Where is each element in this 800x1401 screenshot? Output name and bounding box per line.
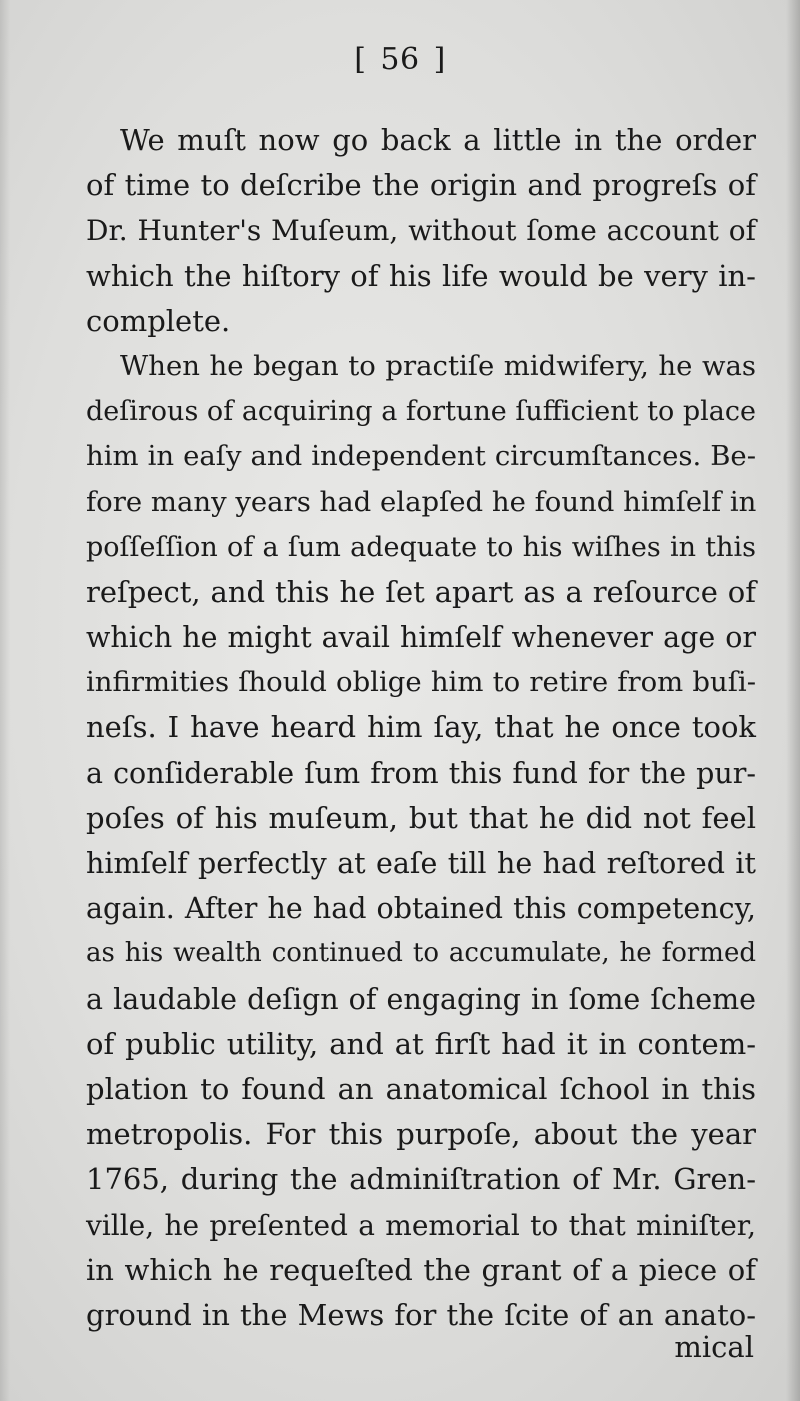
text-line: reſpect, and this he ſet apart as a reſource of	[86, 574, 756, 609]
text-line: Dr. Hunter's Muſeum, without ſome account of	[86, 214, 756, 248]
page-number: 56	[380, 42, 420, 77]
text-line: himſelf perfectly at eaſe till he had reſtored it	[86, 847, 756, 880]
text-line: infirmities ſhould oblige him to retire from buſi-	[86, 666, 756, 699]
text-line: of time to deſcribe the origin and progreſs of	[86, 168, 756, 203]
text-line: 1765, during the adminiſtration of Mr. Gren-	[86, 1162, 756, 1197]
text-line: When he began to practiſe midwifery, he was	[120, 349, 756, 382]
text-line: neſs. I have heard him ſay, that he once took	[86, 710, 756, 745]
text-line: metropolis. For this purpoſe, about the year	[86, 1117, 756, 1152]
catchword: mical	[674, 1330, 754, 1364]
text-line: fore many years had elapſed he found himſelf in	[86, 485, 757, 518]
text-line: ground in the Mews for the ſcite of an anato-	[86, 1297, 756, 1332]
text-line: complete.	[86, 303, 231, 338]
text-line: We muſt now go back a little in the order	[120, 123, 756, 157]
text-line: a conſiderable ſum from this fund for the pur-	[86, 756, 756, 790]
text-line: in which he requeſted the grant of a piece of	[86, 1252, 756, 1287]
text-line: of public utility, and at firſt had it in contem-	[86, 1026, 756, 1061]
page-number-bracket-left: [	[354, 42, 367, 77]
text-line: as his wealth continued to accumulate, he formed	[86, 938, 756, 969]
text-line: a laudable deſign of engaging in ſome ſcheme	[86, 982, 756, 1016]
text-line: again. After he had obtained this competency,	[86, 892, 756, 926]
text-line: which he might avail himſelf whenever age or	[86, 621, 756, 655]
body-text	[86, 118, 756, 1338]
text-line: poſes of his muſeum, but that he did not feel	[86, 800, 756, 835]
page-left-shadow	[0, 0, 10, 1401]
page-right-shadow	[786, 0, 800, 1401]
page-number-header	[0, 42, 800, 77]
page-number-bracket-right: ]	[433, 42, 446, 77]
text-line: plation to found an anatomical ſchool in this	[86, 1071, 756, 1106]
text-line: which the hiſtory of his life would be very in-	[86, 258, 756, 293]
text-line: ville, he preſented a memorial to that miniſter,	[86, 1208, 756, 1242]
text-line: poſſeſſion of a ſum adequate to his wiſhes in this	[86, 531, 756, 563]
text-line: him in eaſy and independent circumſtances. Be-	[86, 440, 756, 473]
text-line: deſirous of acquiring a fortune ſufficient to place	[86, 396, 756, 428]
